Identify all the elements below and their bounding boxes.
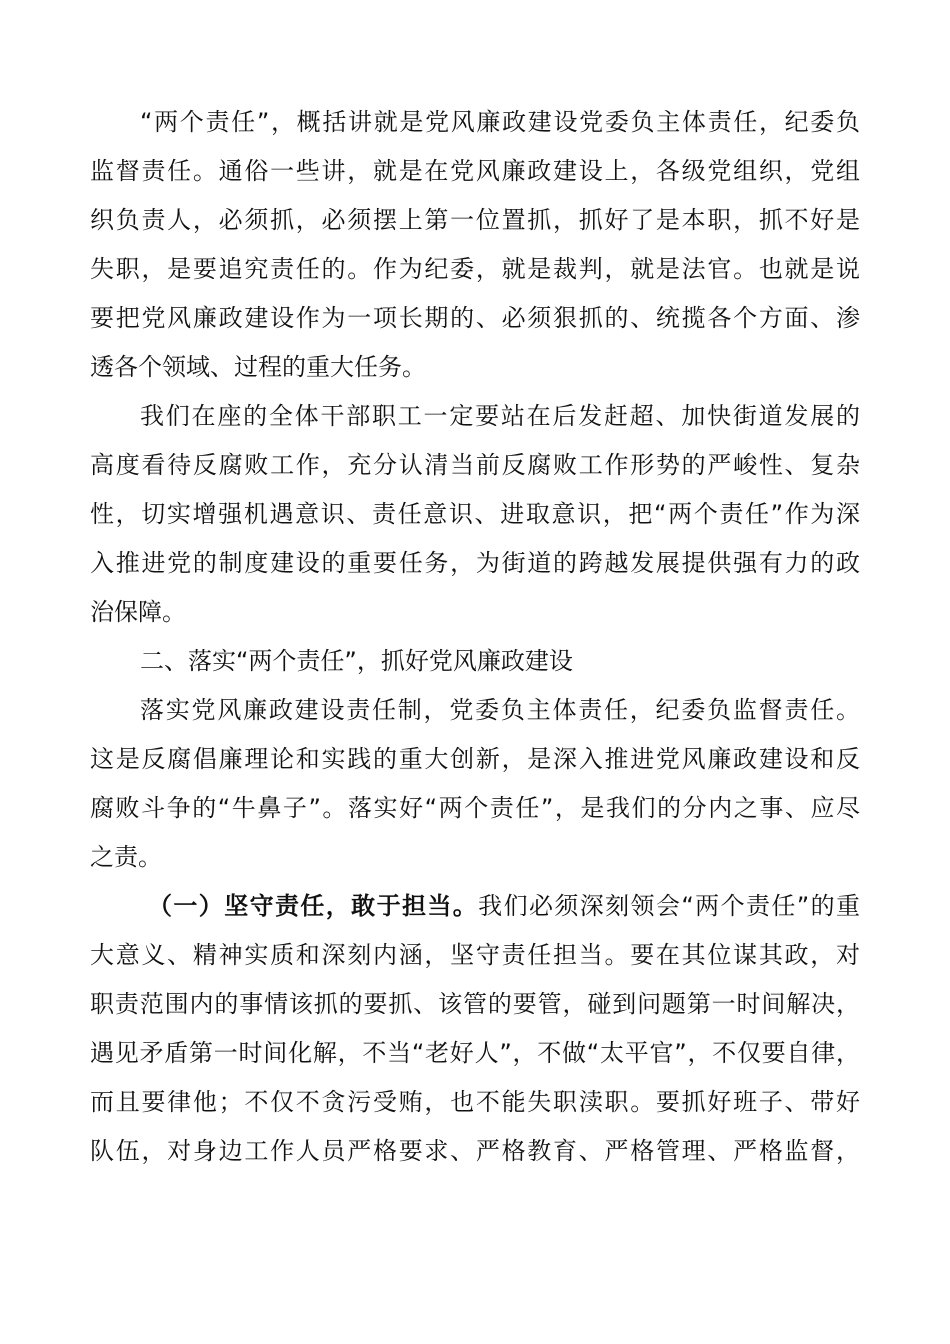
document-page: [90, 98, 860, 1176]
subheading-lead: （一）坚守责任，敢于担当。: [148, 892, 479, 920]
text-line: 我们在座的全体干部职工一定要站在后发赶超、加快街道发展的: [140, 402, 860, 430]
text-line: “两个责任”，概括讲就是党风廉政建设党委负主体责任，纪委负: [140, 108, 860, 136]
text-line: 织负责人，必须抓，必须摆上第一位置抓，抓好了是本职，抓不好是: [90, 206, 860, 234]
paragraph-responsibility-system: [90, 686, 860, 882]
text-line: 而且要律他；不仅不贪污受贿，也不能失职渎职。要抓好班子、带好: [90, 1088, 860, 1116]
section-heading: [90, 637, 860, 686]
text-line: 大意义、精神实质和深刻内涵，坚守责任担当。要在其位谋其政，对: [90, 941, 860, 969]
paragraph-two-responsibilities: [90, 98, 860, 392]
text-line: 要把党风廉政建设作为一项长期的、必须狠抓的、统揽各个方面、渗: [90, 304, 860, 332]
text-line: 职责范围内的事情该抓的要抓、该管的要管，碰到问题第一时间解决，: [90, 990, 860, 1018]
text-line: 失职，是要追究责任的。作为纪委，就是裁判，就是法官。也就是说: [90, 255, 860, 283]
text-line: 入推进党的制度建设的重要任务，为街道的跨越发展提供强有力的政: [90, 549, 860, 577]
text-line: 透各个领域、过程的重大任务。: [90, 353, 426, 381]
paragraph-hold-responsibility: [90, 882, 860, 1176]
section-heading-text: 二、落实“两个责任”，抓好党风廉政建设: [140, 647, 573, 675]
lead-rest: 我们必须深刻领会“两个责任”的重: [478, 892, 860, 920]
text-line: 之责。: [90, 843, 162, 871]
text-line: 遇见矛盾第一时间化解，不当“老好人”，不做“太平官”，不仅要自律，: [90, 1039, 860, 1067]
text-line: 这是反腐倡廉理论和实践的重大创新，是深入推进党风廉政建设和反: [90, 745, 860, 773]
text-line: 落实党风廉政建设责任制，党委负主体责任，纪委负监督责任。: [140, 696, 860, 724]
text-line: 腐败斗争的“牛鼻子”。落实好“两个责任”，是我们的分内之事、应尽: [90, 794, 860, 822]
text-line: 性，切实增强机遇意识、责任意识、进取意识，把“两个责任”作为深: [90, 500, 860, 528]
text-line: 监督责任。通俗一些讲，就是在党风廉政建设上，各级党组织，党组: [90, 157, 860, 185]
paragraph-anti-corruption: [90, 392, 860, 637]
text-line: 治保障。: [90, 598, 186, 626]
text-line: 高度看待反腐败工作，充分认清当前反腐败工作形势的严峻性、复杂: [90, 451, 860, 479]
text-line: [90, 882, 860, 931]
text-line: 队伍，对身边工作人员严格要求、严格教育、严格管理、严格监督，: [90, 1137, 860, 1165]
